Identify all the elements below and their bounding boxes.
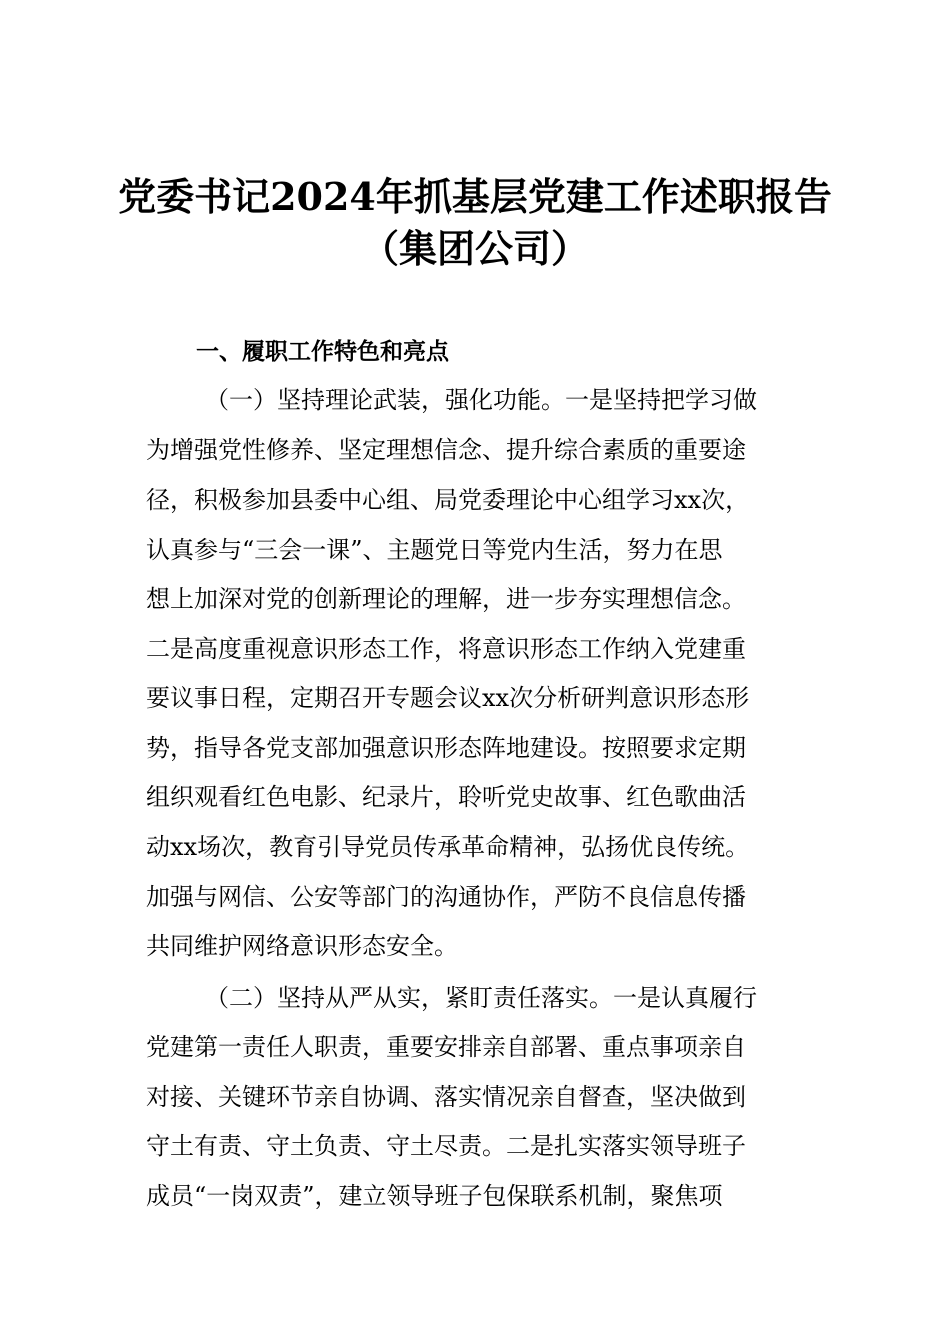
paragraph-line: 共同维护网络意识形态安全。 <box>146 932 458 960</box>
paragraph-line: （二）坚持从严从实，紧盯责任落实。一是认真履行 <box>205 984 757 1012</box>
paragraph-line: 认真参与“三会一课”、主题党日等党内生活，努力在思 <box>146 536 723 564</box>
paragraph-line: 想上加深对党的创新理论的理解，进一步夯实理想信念。 <box>146 585 746 613</box>
paragraph-line: 为增强党性修养、坚定理想信念、提升综合素质的重要途 <box>146 436 746 464</box>
paragraph-line: 二是高度重视意识形态工作，将意识形态工作纳入党建重 <box>146 635 746 663</box>
paragraph-line: 成员“一岗双责”，建立领导班子包保联系机制，聚焦项 <box>146 1182 723 1210</box>
paragraph-line: 势，指导各党支部加强意识形态阵地建设。按照要求定期 <box>146 734 746 762</box>
paragraph-line: 加强与网信、公安等部门的沟通协作，严防不良信息传播 <box>146 883 746 911</box>
paragraph-line: 守土有责、守土负责、守土尽责。二是扎实落实领导班子 <box>146 1132 746 1160</box>
paragraph-line: 径，积极参加县委中心组、局党委理论中心组学习xx次， <box>146 486 750 514</box>
section-heading: 一、履职工作特色和亮点 <box>196 339 449 365</box>
paragraph-line: 要议事日程，定期召开专题会议xx次分析研判意识形态形 <box>146 684 750 712</box>
document-title: 党委书记2024年抓基层党建工作述职报告 <box>118 174 832 219</box>
paragraph-line: 组织观看红色电影、纪录片，聆听党史故事、红色歌曲活 <box>146 783 746 811</box>
paragraph-line: 对接、关键环节亲自协调、落实情况亲自督查，坚决做到 <box>146 1083 746 1111</box>
paragraph-line: 动xx场次，教育引导党员传承革命精神，弘扬优良传统。 <box>146 833 750 861</box>
document-subtitle: （集团公司） <box>360 226 589 271</box>
paragraph-line: （一）坚持理论武装，强化功能。一是坚持把学习做 <box>205 386 757 414</box>
paragraph-line: 党建第一责任人职责，重要安排亲自部署、重点事项亲自 <box>146 1033 746 1061</box>
